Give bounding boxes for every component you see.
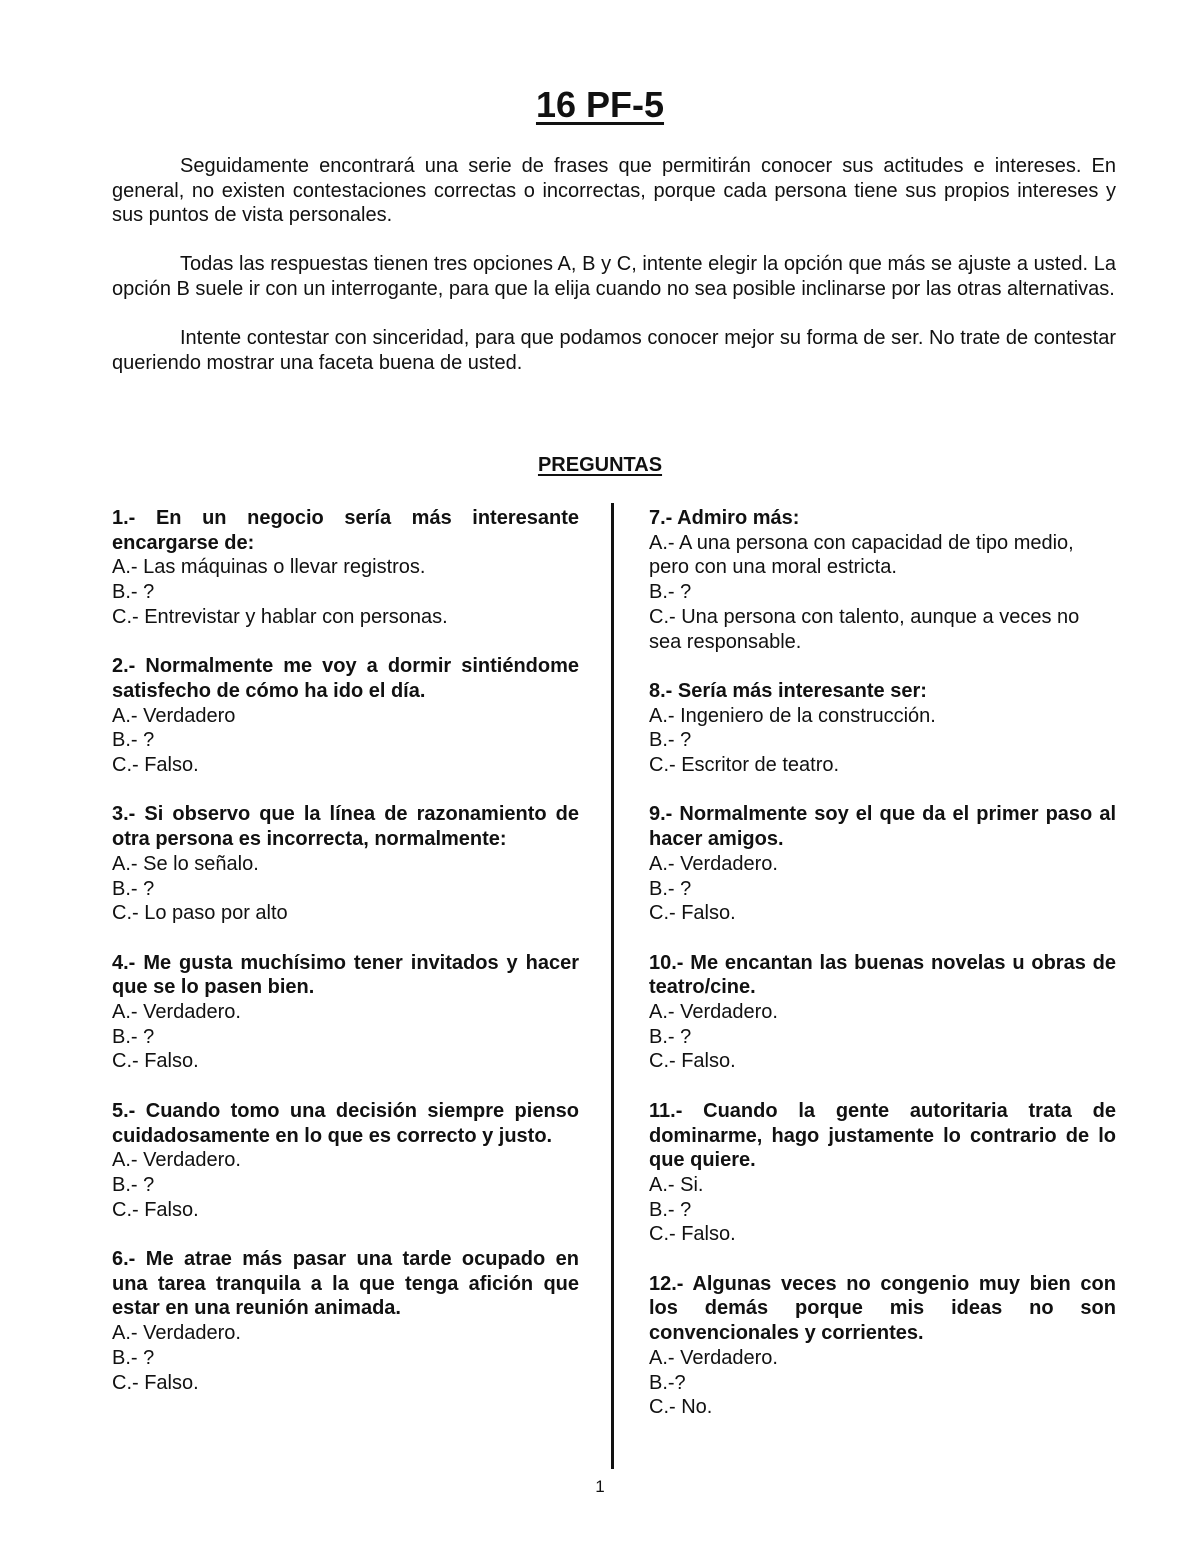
- question-number: 3.-: [112, 803, 136, 826]
- question: [649, 1099, 1116, 1247]
- question-text: Si observo que la línea de razonamiento de otra persona es incorrecta, normalmente:: [112, 803, 579, 851]
- instructions: [112, 154, 1116, 400]
- option-c: C.- Falso.: [112, 1371, 199, 1394]
- option-b: B.- ?: [649, 729, 692, 752]
- option-b: B.- ?: [649, 581, 692, 604]
- option-c: C.- Una persona con talento, aunque a veces no sea responsable.: [649, 605, 1080, 653]
- questions-left-column: [112, 506, 579, 1420]
- question-number: 1.-: [112, 507, 136, 529]
- question: [649, 679, 1116, 778]
- option-b: B.- ?: [112, 1025, 155, 1048]
- question-text: Algunas veces no congenio muy bien con los demás porque mis ideas no son convencionales y corrientes.: [649, 1272, 1116, 1345]
- question: [649, 951, 1116, 1075]
- question-number: 8.-: [649, 679, 673, 702]
- question-text: Normalmente me voy a dormir sintiéndome satisfecho de cómo ha ido el día.: [112, 655, 579, 702]
- option-a: A.- A una persona con capacidad de tipo medio, pero con una moral estricta.: [649, 531, 1074, 579]
- option-b: B.- ?: [649, 1198, 692, 1221]
- instruction-paragraph: Todas las respuestas tienen tres opciones A, B y C, intente elegir la opción que más se ajuste a usted. La opción B suele ir con un interrogante, para que la elija cuando no sea posible inclinarse por las otras alternativas.: [112, 253, 1116, 300]
- question-text: Sería más interesante ser:: [677, 679, 927, 702]
- question-text: En un negocio sería más interesante encargarse de:: [112, 507, 579, 554]
- option-a: A.- Verdadero.: [649, 1346, 778, 1369]
- question-text: Cuando tomo una decisión siempre pienso cuidadosamente en lo que es correcto y justo.: [112, 1099, 579, 1147]
- option-c: C.- Falso.: [112, 1050, 199, 1073]
- option-c: C.- Falso.: [649, 902, 736, 925]
- option-b: B.- ?: [112, 581, 155, 604]
- question-number: 4.-: [112, 951, 136, 974]
- option-b: B.- ?: [112, 729, 155, 752]
- question-number: 9.-: [649, 803, 673, 826]
- question-number: 12.-: [649, 1272, 684, 1295]
- option-b: B.- ?: [112, 877, 155, 900]
- option-b: B.- ?: [112, 1346, 155, 1369]
- question-number: 5.-: [112, 1099, 136, 1122]
- option-a: A.- Verdadero.: [112, 1149, 241, 1172]
- instruction-paragraph: Intente contestar con sinceridad, para que podamos conocer mejor su forma de ser. No trate de contestar queriendo mostrar una faceta buena de usted.: [112, 327, 1116, 374]
- question: [112, 802, 579, 926]
- option-c: C.- Falso.: [112, 754, 199, 777]
- question-number: 6.-: [112, 1248, 136, 1271]
- option-a: A.- Verdadero.: [112, 1001, 241, 1024]
- question: [649, 802, 1116, 926]
- option-c: C.- Lo paso por alto: [112, 902, 288, 925]
- option-c: C.- No.: [649, 1396, 713, 1419]
- option-c: C.- Escritor de teatro.: [649, 754, 840, 777]
- option-b: B.- ?: [112, 1173, 155, 1196]
- section-title: PREGUNTAS: [537, 454, 663, 476]
- question: [112, 951, 579, 1075]
- option-a: A.- Si.: [649, 1173, 704, 1196]
- question: [112, 1247, 579, 1395]
- question: [649, 506, 1116, 654]
- question-text: Me encantan las buenas novelas u obras de teatro/cine.: [649, 951, 1116, 999]
- option-c: C.- Falso.: [649, 1050, 736, 1073]
- page-number: 1: [595, 1477, 605, 1496]
- question: [112, 654, 579, 778]
- option-c: C.- Falso.: [649, 1223, 736, 1246]
- question-text: Cuando la gente autoritaria trata de dominarme, hago justamente lo contrario de lo que quiere.: [649, 1099, 1116, 1172]
- question-text: Normalmente soy el que da el primer paso al hacer amigos.: [649, 803, 1116, 851]
- option-b: B.-?: [649, 1371, 686, 1394]
- question-number: 11.-: [649, 1099, 683, 1122]
- instruction-paragraph: Seguidamente encontrará una serie de frases que permitirán conocer sus actitudes e intereses. En general, no existen contestaciones correctas o incorrectas, porque cada persona tiene sus propios intereses y sus puntos de vista personales.: [112, 155, 1116, 227]
- option-a: A.- Verdadero.: [649, 852, 778, 875]
- option-a: A.- Verdadero.: [649, 1001, 778, 1024]
- question-number: 10.-: [649, 951, 684, 974]
- option-b: B.- ?: [649, 1025, 692, 1048]
- question: [112, 506, 579, 630]
- option-c: C.- Falso.: [112, 1198, 199, 1221]
- column-divider: [611, 503, 614, 1469]
- question: [112, 1099, 579, 1223]
- question-text: Me gusta muchísimo tener invitados y hacer que se lo pasen bien.: [112, 951, 579, 999]
- option-a: A.- Verdadero.: [112, 1322, 241, 1345]
- option-a: A.- Ingeniero de la construcción.: [649, 704, 936, 727]
- option-a: A.- Las máquinas o llevar registros.: [112, 556, 426, 579]
- question-text: Me atrae más pasar una tarde ocupado en una tarea tranquila a la que tenga afición que estar en una reunión animada.: [112, 1248, 579, 1320]
- question-text: Admiro más:: [677, 507, 800, 529]
- document-title: 16 PF-5: [535, 84, 665, 125]
- questions-right-column: [649, 506, 1116, 1445]
- option-c: C.- Entrevistar y hablar con personas.: [112, 605, 448, 628]
- question-number: 2.-: [112, 655, 136, 678]
- option-a: A.- Se lo señalo.: [112, 852, 259, 875]
- question-number: 7.-: [649, 507, 673, 529]
- question: [649, 1272, 1116, 1420]
- option-a: A.- Verdadero: [112, 704, 236, 727]
- option-b: B.- ?: [649, 877, 692, 900]
